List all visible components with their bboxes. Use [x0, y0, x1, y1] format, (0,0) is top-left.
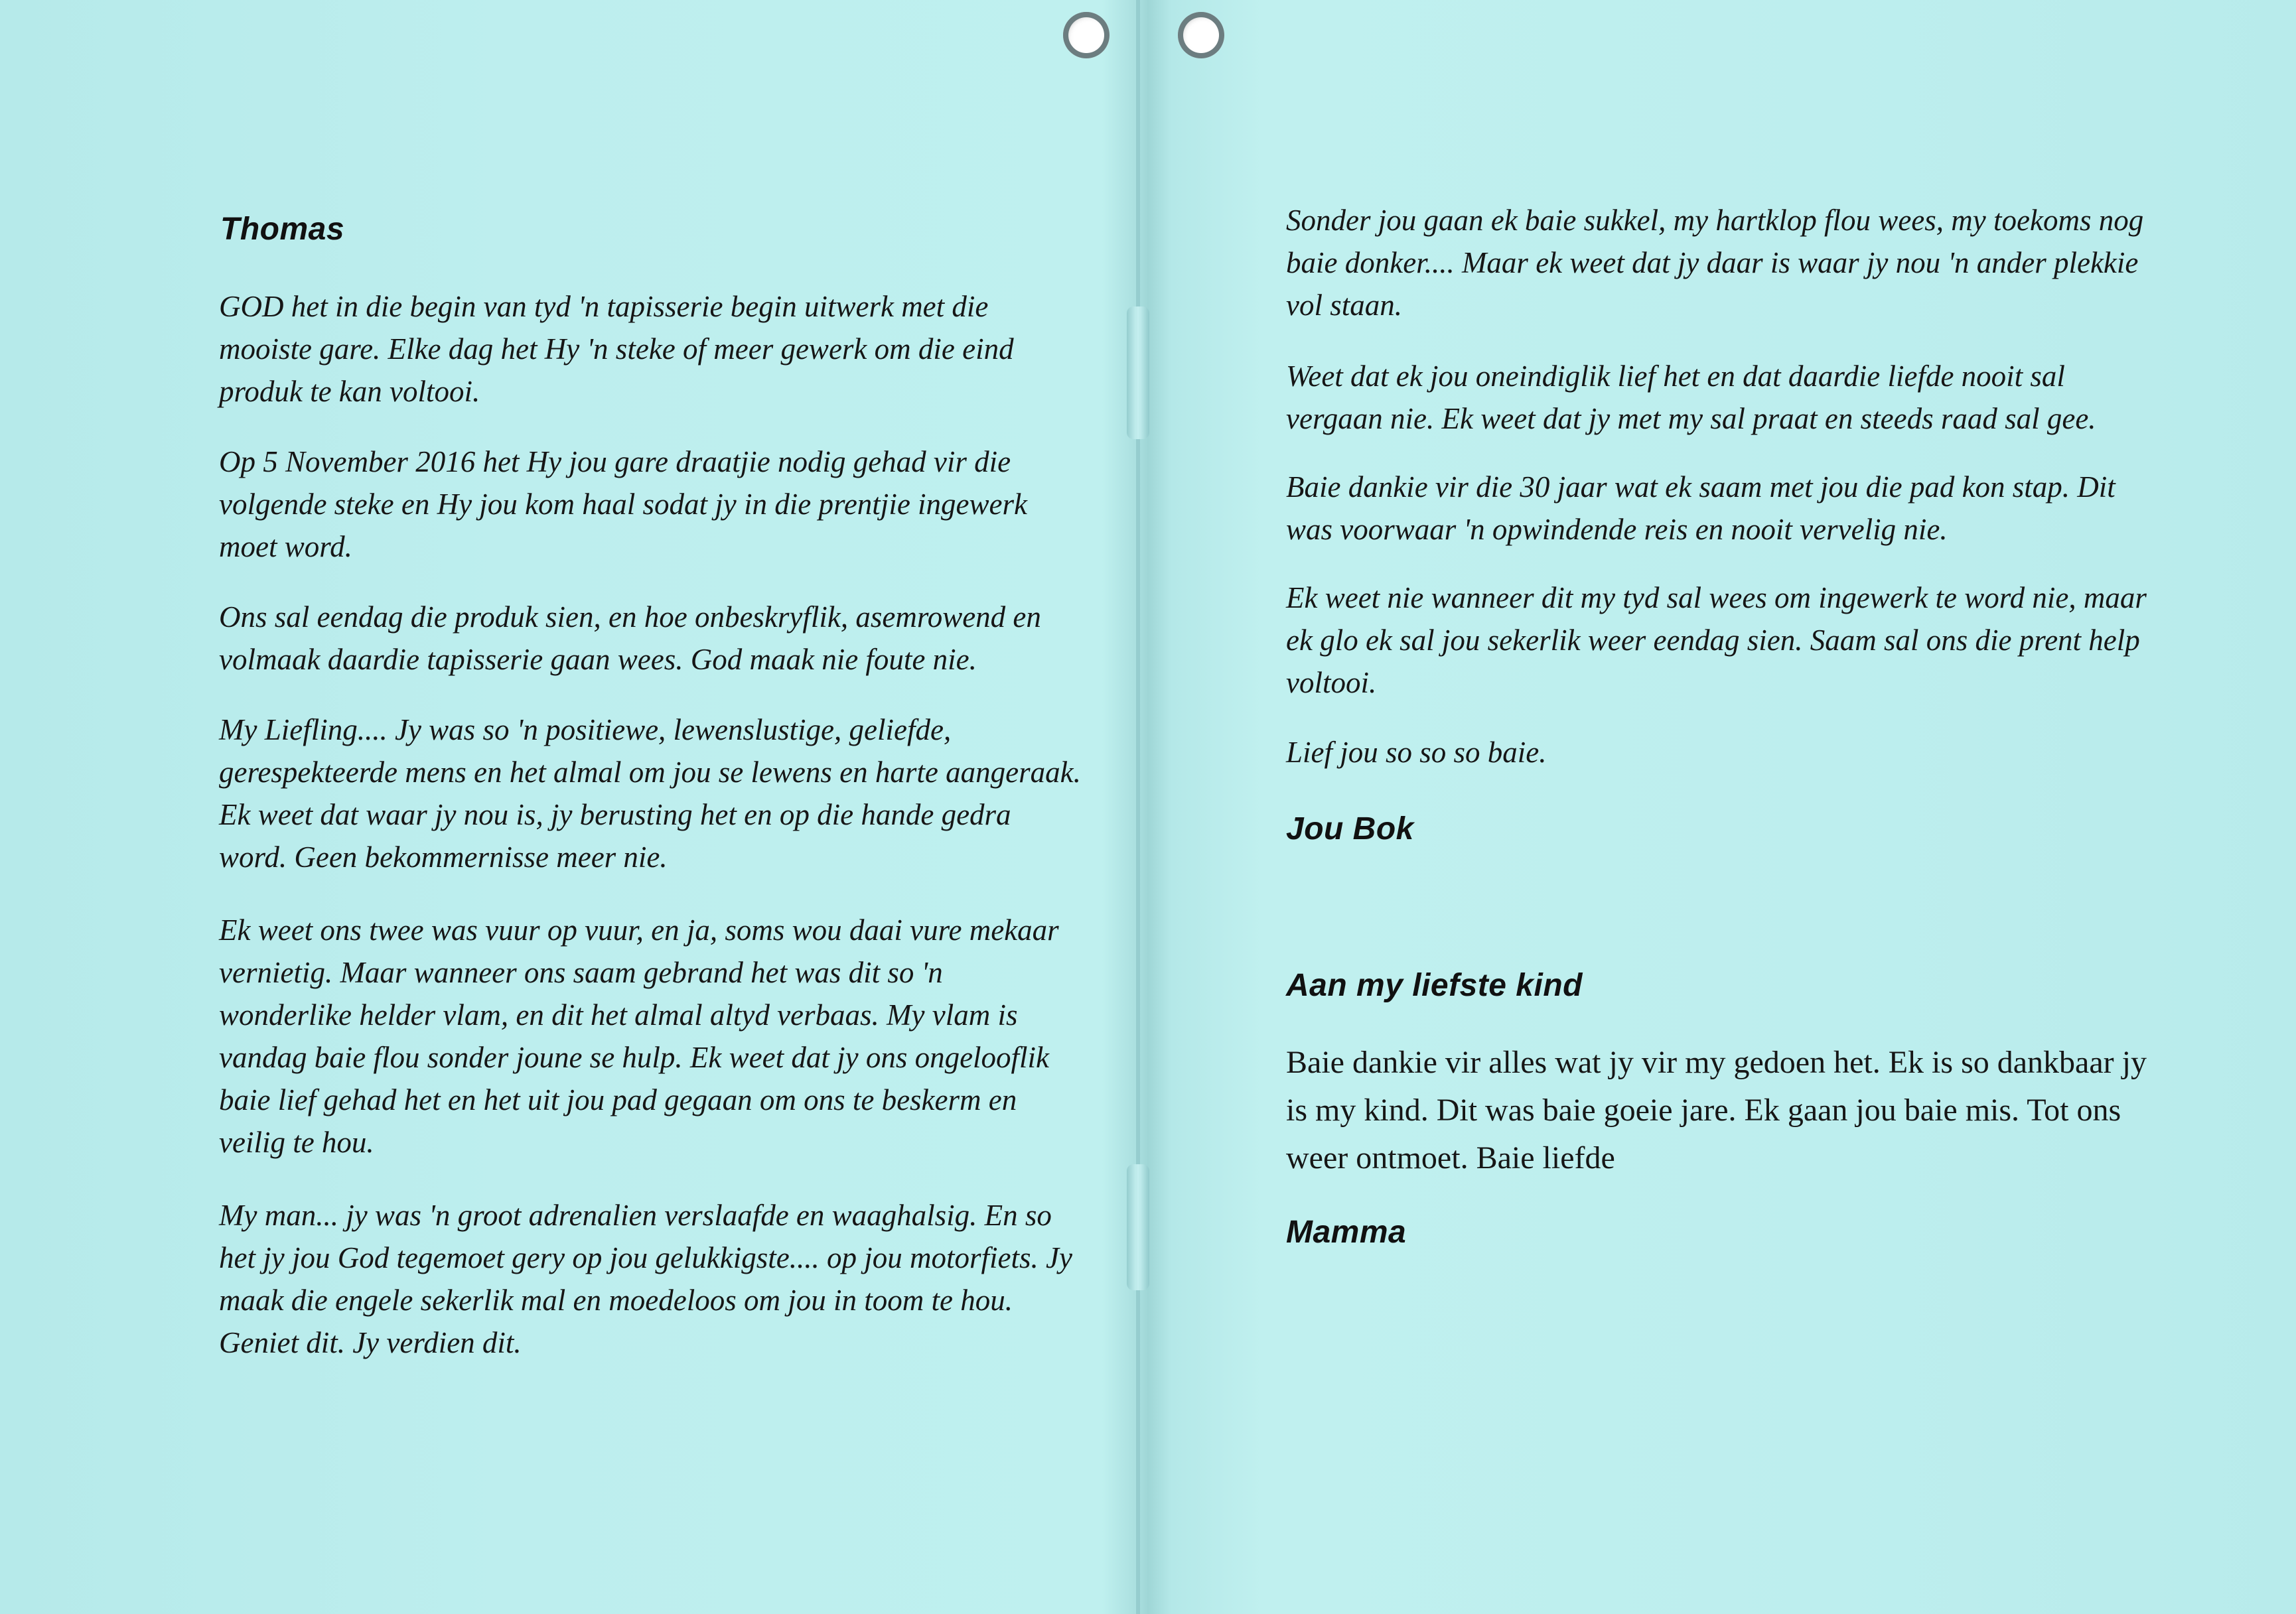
- text-line: Op 5 November 2016 het Hy jou gare draatjie nodig gehad vir die: [219, 445, 1011, 478]
- left-page: [0, 0, 1136, 1614]
- text-line: het jy jou God tegemoet gery op jou gelukkigste.... op jou motorfiets. Jy: [219, 1241, 1072, 1274]
- paragraph: [1286, 199, 2143, 326]
- text-line: Ek weet ons twee was vuur op vuur, en ja, soms wou daai vure mekaar: [219, 913, 1059, 947]
- paragraph: [1286, 466, 2116, 551]
- text-line: My Liefling.... Jy was so 'n positiewe, lewenslustige, geliefde,: [219, 713, 952, 746]
- text-line: Sonder jou gaan ek baie sukkel, my hartklop flou wees, my toekoms nog: [1286, 204, 2144, 237]
- paragraph: [219, 708, 1081, 878]
- text-line: ek glo ek sal jou sekerlik weer eendag sien. Saam sal ons die prent help: [1286, 624, 2140, 657]
- text-line: wonderlike helder vlam, en dit het almal altyd verbaas. My vlam is: [219, 998, 1018, 1032]
- text-line: moet word.: [219, 530, 352, 563]
- paragraph: [219, 596, 1041, 681]
- text-line: vandag baie flou sonder joune se hulp. Ek weet dat jy ons ongelooflik: [219, 1041, 1050, 1074]
- text-line: volmaak daardie tapisserie gaan wees. God maak nie foute nie.: [219, 643, 977, 676]
- signature-jou-bok: Jou Bok: [1286, 811, 1414, 846]
- paragraph: [1286, 355, 2096, 440]
- heading-thomas: Thomas: [220, 212, 345, 247]
- paragraph: [1286, 576, 2147, 704]
- text-line: volgende steke en Hy jou kom haal sodat jy in die prentjie ingewerk: [219, 488, 1027, 521]
- text-line: is my kind. Dit was baie goeie jare. Ek gaan jou baie mis. Tot ons: [1286, 1093, 2121, 1128]
- text-line: gerespekteerde mens en het almal om jou se lewens en harte aangeraak.: [219, 756, 1081, 789]
- text-line: weer ontmoet. Baie liefde: [1286, 1140, 1615, 1176]
- text-line: word. Geen bekommernisse meer nie.: [219, 841, 668, 874]
- text-line: Baie dankie vir alles wat jy vir my gedoen het. Ek is so dankbaar jy: [1286, 1045, 2147, 1080]
- paragraph: [219, 909, 1059, 1164]
- text-line: was voorwaar 'n opwindende reis en nooit vervelig nie.: [1286, 513, 1948, 546]
- paragraph: [219, 285, 1014, 413]
- text-line: Ons sal eendag die produk sien, en hoe onbeskryflik, asemrowend en: [219, 600, 1041, 634]
- text-line: Baie dankie vir die 30 jaar wat ek saam met jou die pad kon stap. Dit: [1286, 470, 2116, 504]
- text-line: produk te kan voltooi.: [219, 375, 480, 408]
- text-line: vernietig. Maar wanneer ons saam gebrand het was dit so 'n: [219, 956, 943, 989]
- text-line: maak die engele sekerlik mal en moedeloos om jou in toom te hou.: [219, 1284, 1013, 1317]
- signature-mamma: Mamma: [1286, 1215, 1407, 1250]
- paragraph: [1286, 731, 1547, 773]
- mother-message: [1286, 1039, 2147, 1182]
- text-line: Ek weet nie wanneer dit my tyd sal wees om ingewerk te word nie, maar: [1286, 581, 2147, 614]
- text-line: vol staan.: [1286, 289, 1402, 322]
- paragraph: [219, 1194, 1072, 1364]
- text-line: Weet dat ek jou oneindiglik lief het en dat daardie liefde nooit sal: [1286, 360, 2065, 393]
- text-line: voltooi.: [1286, 666, 1377, 699]
- text-line: vergaan nie. Ek weet dat jy met my sal praat en steeds raad sal gee.: [1286, 402, 2096, 435]
- text-line: baie lief gehad het en het uit jou pad gegaan om ons te beskerm en: [219, 1083, 1017, 1116]
- text-line: Lief jou so so so baie.: [1286, 736, 1547, 769]
- text-line: veilig te hou.: [219, 1126, 374, 1159]
- right-page: [1140, 0, 2296, 1614]
- text-line: My man... jy was 'n groot adrenalien verslaafde en waaghalsig. En so: [219, 1199, 1052, 1232]
- text-line: mooiste gare. Elke dag het Hy 'n steke of meer gewerk om die eind: [219, 332, 1014, 366]
- text-line: GOD het in die begin van tyd 'n tapisserie begin uitwerk met die: [219, 290, 989, 323]
- text-line: Ek weet dat waar jy nou is, jy berusting het en op die hande gedra: [219, 798, 1011, 831]
- text-line: baie donker.... Maar ek weet dat jy daar is waar jy nou 'n ander plekkie: [1286, 246, 2139, 279]
- paragraph: [219, 440, 1027, 568]
- heading-aan-my-liefste-kind: Aan my liefste kind: [1286, 968, 1583, 1003]
- text-line: Geniet dit. Jy verdien dit.: [219, 1326, 522, 1359]
